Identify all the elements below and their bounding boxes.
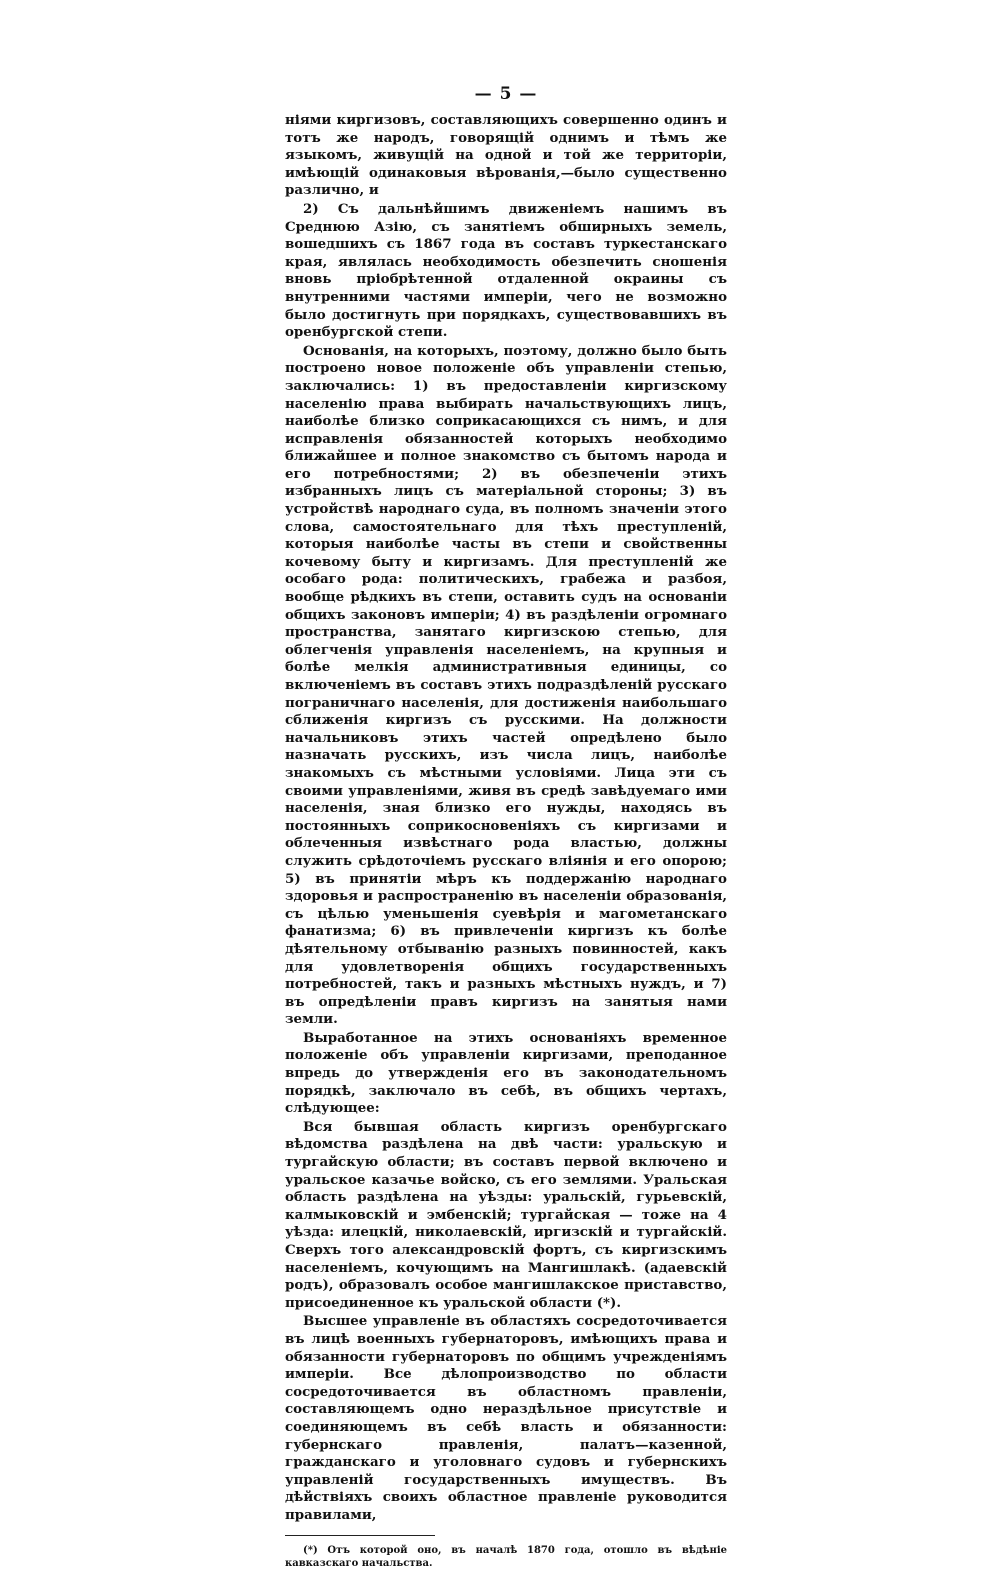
- paragraph: Основанія, на которыхъ, поэтому, должно было быть построено новое положеніе объ управленіи степью, заключались: 1) въ предоставленіи киргизскому населенію права выбирать начальствующихъ лицъ, наиболѣе близко соприкасающихся съ нимъ, и для исправленія обязанностей которыхъ необходимо ближайшее и полное знакомство съ бытомъ народа и его потребностями; 2) въ обезпеченіи этихъ избранныхъ лицъ съ матеріальной стороны; 3) въ устройствѣ народнаго суда, въ полномъ значеніи этого слова, самостоятельнаго для тѣхъ преступленій, которыя наиболѣе часты въ степи и свойственны кочевому быту и киргизамъ. Для преступленій же особаго рода: политическихъ, грабежа и разбоя, вообще рѣдкихъ въ степи, оставить судъ на основаніи общихъ законовъ имперіи; 4) въ раздѣленіи огромнаго пространства, занятаго киргизскою степью, для облегченія управленія населеніемъ, на крупныя и болѣе мелкія административныя единицы, со включеніемъ въ составъ этихъ подраздѣленій русскаго пограничнаго населенія, для достиженія наибольшаго сближенія киргизъ съ русскими. На должности начальниковъ этихъ частей опредѣлено было назначать русскихъ, изъ числа лицъ, наиболѣе знакомыхъ съ мѣстными условіями. Лица эти съ своими управленіями, живя въ средѣ завѣдуемаго ими населенія, зная близко его нужды, находясь въ постоянныхъ соприкосновеніяхъ съ киргизами и облеченныя извѣстнаго рода властью, должны служить срѣдоточіемъ русскаго вліянія и его опорою; 5) въ принятіи мѣръ къ поддержанію народнаго здоровья и распространенію въ населеніи образованія, съ цѣлью уменьшенія суевѣрія и магометанскаго фанатизма; 6) въ привлеченіи киргизъ къ болѣе дѣятельному отбыванію разныхъ повинностей, какъ для удовлетворенія общихъ государственныхъ потребностей, такъ и разныхъ мѣстныхъ нуждъ, и 7) въ опредѣленіи правъ киргизъ на занятыя нами земли.: [285, 342, 727, 1028]
- paragraph: Вся бывшая область киргизъ оренбургскаго вѣдомства раздѣлена на двѣ части: уральскую и тургайскую области; въ составъ первой включено и уральское казачье войско, съ его землями. Уральская область раздѣлена на уѣзды: уральскій, гурьевскій, калмыковскій и эмбенскій; тургайская — тоже на 4 уѣзда: илецкій, николаевскій, иргизскій и тургайскій. Сверхъ того александровскій фортъ, съ киргизскимъ населеніемъ, кочующимъ на Мангишлакѣ. (адаевскій родъ), образовалъ особое мангишлакское приставство, присоединенное къ уральской области (*).: [285, 1118, 727, 1311]
- book-page: [285, 84, 727, 1570]
- paragraph: ніями киргизовъ, составляющихъ совершенно одинъ и тотъ же народъ, говорящій однимъ и тѣмъ же языкомъ, живущій на одной и той же территоріи, имѣющій одинаковыя вѣрованія,—было существенно различно, и: [285, 112, 727, 199]
- footnote-divider: [285, 1535, 435, 1536]
- page-number: — 5 —: [474, 84, 538, 104]
- paragraph: 2) Съ дальнѣйшимъ движеніемъ нашимъ въ Среднюю Азію, съ занятіемъ обширныхъ земель, вошедшихъ съ 1867 года въ составъ туркестанскаго края, являлась необходимость обезпечить сношенія вновь пріобрѣтенной отдаленной окраины съ внутренними частями имперіи, чего не возможно было достигнуть при порядкахъ, существовавшихъ въ оренбургской степи.: [285, 200, 727, 341]
- body-text: [285, 112, 727, 1525]
- paragraph: Высшее управленіе въ областяхъ сосредоточивается въ лицѣ военныхъ губернаторовъ, имѣющихъ права и обязанности губернаторовъ по общимъ учрежденіямъ имперіи. Все дѣлопроизводство по области сосредоточивается въ областномъ правленіи, составляющемъ одно нераздѣльное присутствіе и соединяющемъ въ себѣ власть и обязанности: губернскаго правленія, палатъ—казенной, гражданскаго и уголовнаго судовъ и губернскихъ управленій государственныхъ имуществъ. Въ дѣйствіяхъ своихъ областное правленіе руководится правилами,: [285, 1313, 727, 1523]
- paragraph: Выработанное на этихъ основаніяхъ временное положеніе объ управленіи киргизами, преподанное впредь до утвержденія его въ законодательномъ порядкѣ, заключало въ себѣ, въ общихъ чертахъ, слѣдующее:: [285, 1029, 727, 1117]
- footnote: (*) Отъ которой оно, въ началѣ 1870 года, отошло въ вѣдѣніе кавказскаго начальства.: [285, 1544, 727, 1569]
